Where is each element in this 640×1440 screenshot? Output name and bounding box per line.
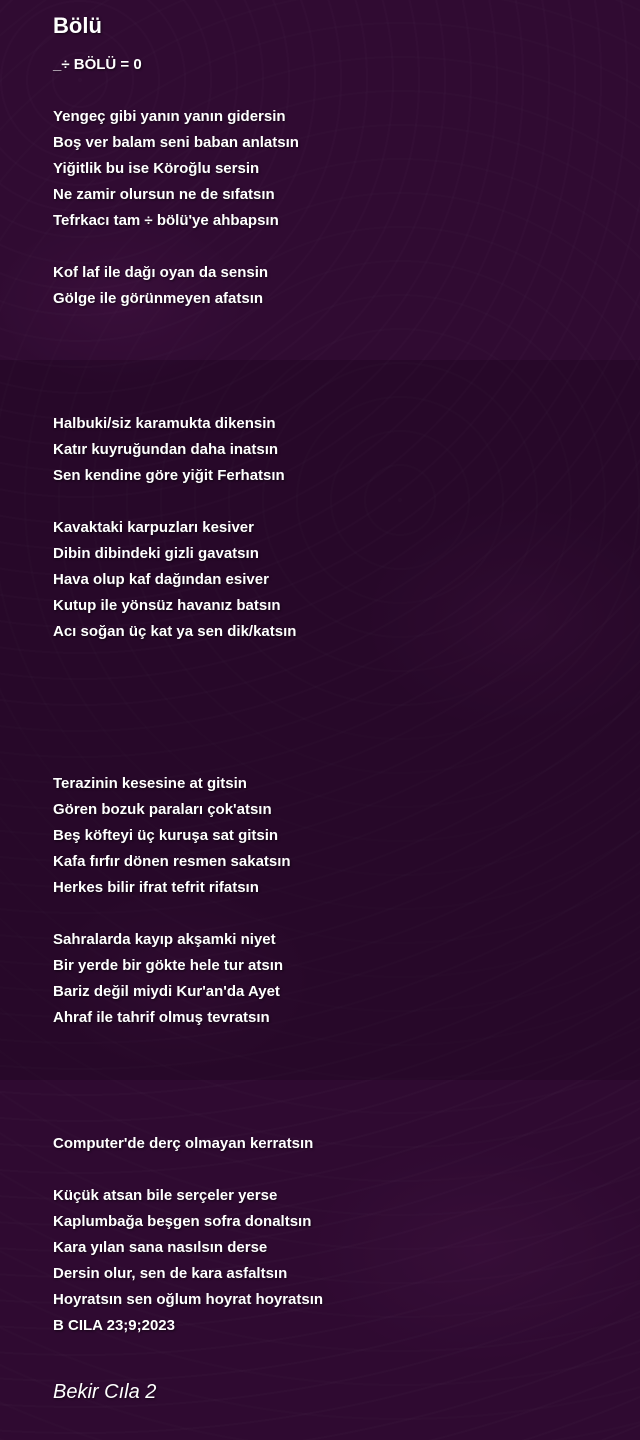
stanza-gap xyxy=(53,234,299,260)
poem-line: Küçük atsan bile serçeler yerse xyxy=(53,1187,278,1204)
poem-line: Katır kuyruğundan daha inatsın xyxy=(53,441,279,458)
poem-line: Halbuki/siz karamukta dikensin xyxy=(53,415,276,432)
poem-line: Ne zamir olursun ne de sıfatsın xyxy=(53,186,275,203)
poem-line: Hava olup kaf dağından esiver xyxy=(53,571,269,588)
poem-line: Bir yerde bir gökte hele tur atsın xyxy=(53,957,284,974)
stanza-gap xyxy=(53,489,296,515)
poem-stanza-block xyxy=(53,411,296,645)
poem-line: Kafa fırfır dönen resmen sakatsın xyxy=(53,853,291,870)
poem-stanza-block xyxy=(53,52,299,312)
poem-line: Yengeç gibi yanın yanın gidersin xyxy=(53,108,286,125)
poem-line: Sahralarda kayıp akşamki niyet xyxy=(53,931,276,948)
poem-line: Sen kendine göre yiğit Ferhatsın xyxy=(53,467,285,484)
stanza-gap xyxy=(53,901,291,927)
poem-line: Kof laf ile dağı oyan da sensin xyxy=(53,264,269,281)
poem-line: Terazinin kesesine at gitsin xyxy=(53,775,247,792)
stanza-gap xyxy=(53,1157,323,1183)
poem-line: Kaplumbağa beşgen sofra donaltsın xyxy=(53,1213,312,1230)
poem-line: Tefrkacı tam ÷ bölü'ye ahbapsın xyxy=(53,212,279,229)
poem-line: Kavaktaki karpuzları kesiver xyxy=(53,519,254,536)
poem-line: Beş köfteyi üç kuruşa sat gitsin xyxy=(53,827,279,844)
poem-line: Boş ver balam seni baban anlatsın xyxy=(53,134,299,151)
poem-line: Hoyratsın sen oğlum hoyrat hoyratsın xyxy=(53,1291,324,1308)
poem-stanza-block xyxy=(53,1131,323,1339)
poem-line: Gören bozuk paraları çok'atsın xyxy=(53,801,272,818)
poem-line: Dersin olur, sen de kara asfaltsın xyxy=(53,1265,288,1282)
poem-title: Bölü xyxy=(53,13,102,38)
poem-line: B CILA 23;9;2023 xyxy=(53,1317,175,1334)
poem-line: Bariz değil miydi Kur'an'da Ayet xyxy=(53,983,280,1000)
poem-line: Kara yılan sana nasılsın derse xyxy=(53,1239,268,1256)
poem-line: Dibin dibindeki gizli gavatsın xyxy=(53,545,259,562)
poem-line: Yiğitlik bu ise Köroğlu sersin xyxy=(53,160,260,177)
poem-line: Ahraf ile tahrif olmuş tevratsın xyxy=(53,1009,270,1026)
poem-line: Computer'de derç olmayan kerratsın xyxy=(53,1135,314,1152)
poem-line: Herkes bilir ifrat tefrit rifatsın xyxy=(53,879,259,896)
poem-line: _÷ BÖLÜ = 0 xyxy=(53,56,142,73)
poem-line: Acı soğan üç kat ya sen dik/katsın xyxy=(53,623,297,640)
poem-author: Bekir Cıla 2 xyxy=(53,1381,157,1403)
poem-line: Gölge ile görünmeyen afatsın xyxy=(53,290,264,307)
stanza-gap xyxy=(53,78,299,104)
poem-line: Kutup ile yönsüz havanız batsın xyxy=(53,597,281,614)
poem-stanza-block xyxy=(53,771,291,1031)
